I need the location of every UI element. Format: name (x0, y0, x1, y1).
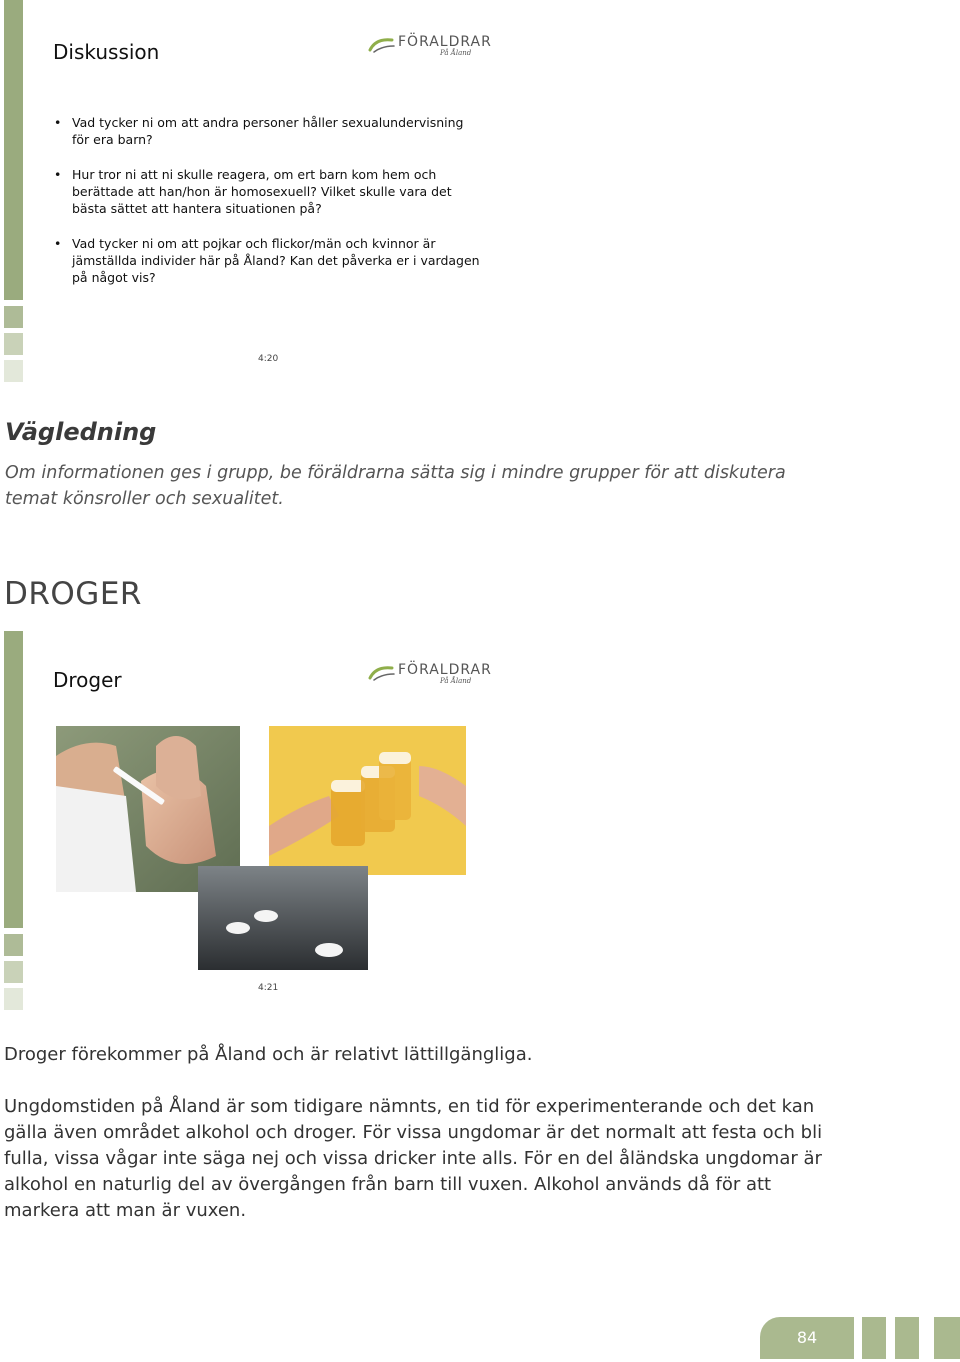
foraldrar-logo (368, 34, 492, 62)
bullet-text: Vad tycker ni om att pojkar och flickor/män och kvinnor är jämställda individer här på Åland? Kan det påverka er i vardagen på något vis? (72, 236, 480, 285)
body-paragraph: Droger förekommer på Åland och är relativt lättillgängliga. (4, 1044, 533, 1065)
bullet-text: Vad tycker ni om att andra personer håller sexualundervisning för era barn? (72, 115, 464, 147)
bullet-icon: • (54, 236, 62, 251)
guidance-heading: Vägledning (5, 418, 157, 446)
footer-block (895, 1317, 919, 1359)
slide-sidebar-square (4, 306, 23, 328)
slide-sidebar-square (4, 333, 23, 355)
section-heading: DROGER (4, 576, 142, 612)
leaf-icon (368, 664, 398, 682)
slide-number: 4:21 (258, 983, 279, 993)
slide-sidebar-square (4, 988, 23, 1010)
bullet-icon: • (54, 167, 62, 182)
list-item (50, 166, 480, 217)
slide-title: Droger (53, 668, 122, 692)
slide-sidebar-square (4, 360, 23, 382)
logo-text: FÖRALDRAR (398, 662, 492, 678)
list-item (50, 235, 480, 286)
slide-sidebar-square (4, 934, 23, 956)
foraldrar-logo (368, 662, 492, 690)
page-number: 84 (796, 1328, 818, 1347)
logo-subtext: På Åland (440, 677, 472, 685)
footer-block (862, 1317, 886, 1359)
pills-photo (198, 866, 368, 970)
logo-subtext: På Åland (440, 49, 472, 57)
slide-number: 4:20 (258, 354, 279, 364)
guidance-text: Om informationen ges i grupp, be föräldrarna sätta sig i mindre grupper för att diskutera temat könsroller och sexualitet. (5, 463, 786, 509)
bullet-text: Hur tror ni att ni skulle reagera, om ert barn kom hem och berättade att han/hon är homosexuell? Vilket skulle vara det bästa sättet att hantera situationen på? (72, 167, 452, 216)
body-paragraph: Ungdomstiden på Åland är som tidigare nämnts, en tid för experimenterande och det kan gälla även området alkohol och droger. För vissa ungdomar är det normalt att festa och bli fulla, vissa vågar inte säga nej och vissa dricker inte alls. För en del åländska ungdomar är alkohol en naturlig del av övergången från barn till vuxen. Alkohol används då för att markera att man är vuxen. (4, 1096, 823, 1221)
slide-title: Diskussion (53, 40, 160, 64)
slide-sidebar-bar (4, 0, 23, 300)
logo-text: FÖRALDRAR (398, 34, 492, 50)
discussion-bullet-list (50, 114, 480, 304)
footer-block (934, 1317, 960, 1359)
bullet-icon: • (54, 115, 62, 130)
leaf-icon (368, 36, 398, 54)
page-number-tab (760, 1317, 854, 1359)
beer-toast-photo (269, 726, 466, 875)
slide-sidebar-bar (4, 631, 23, 928)
list-item (50, 114, 480, 148)
slide-sidebar-square (4, 961, 23, 983)
